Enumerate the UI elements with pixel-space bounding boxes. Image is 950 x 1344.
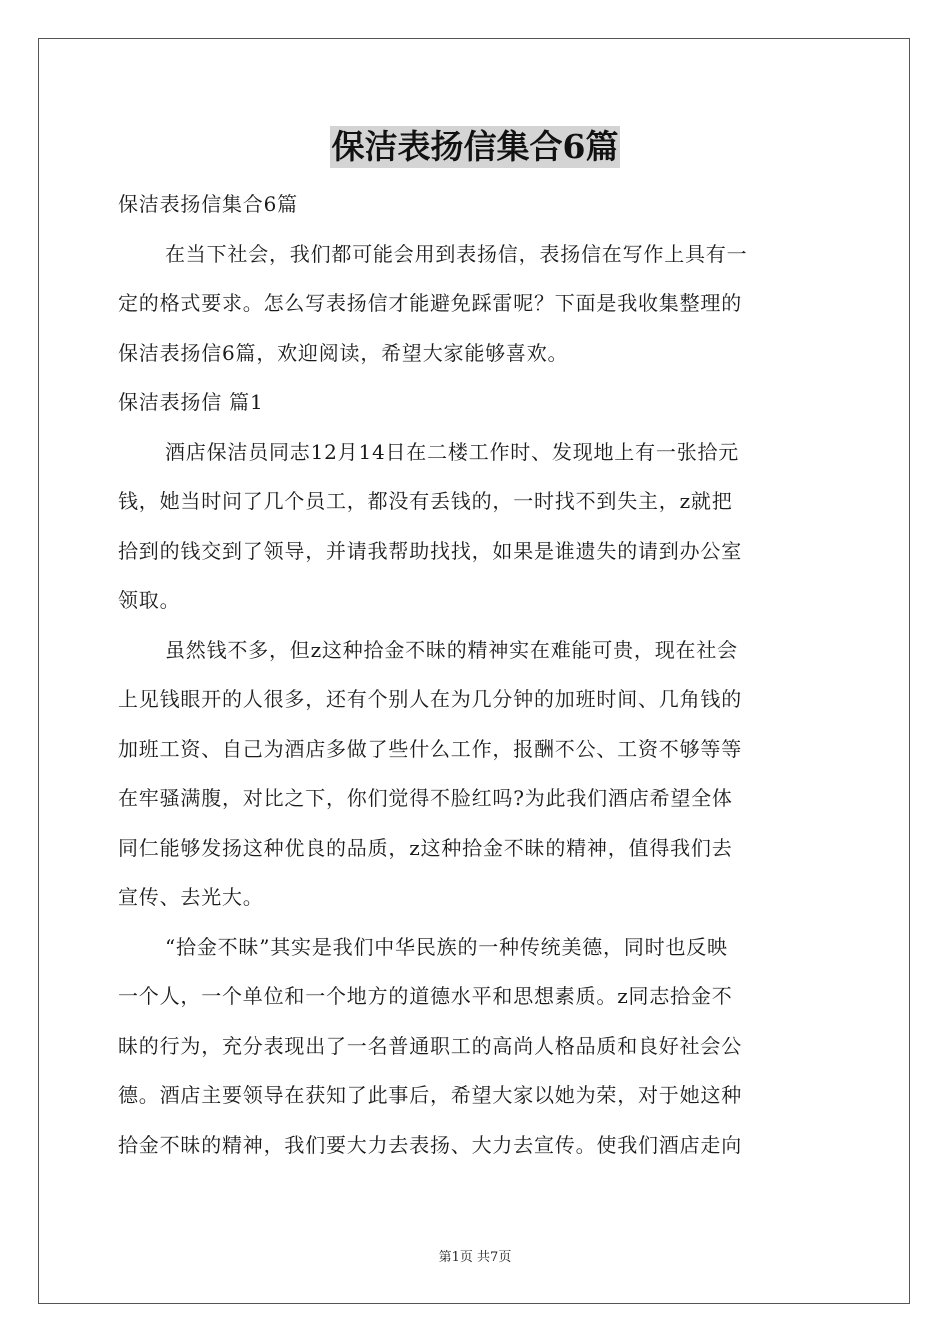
- text-line: 在当下社会，我们都可能会用到表扬信，表扬信在写作上具有一: [165, 241, 748, 266]
- text-line: 昧的行为，充分表现出了一名普通职工的高尚人格品质和良好社会公: [118, 1033, 742, 1058]
- text-line: 保洁表扬信集合6篇: [118, 192, 298, 216]
- text-line: 领取。: [118, 588, 181, 612]
- text-line: 同仁能够发扬这种优良的品质，z这种拾金不昧的精神，值得我们去: [118, 835, 733, 860]
- text-line: 一个人，一个单位和一个地方的道德水平和思想素质。z同志拾金不: [118, 984, 733, 1008]
- text-line: 保洁表扬信 篇1: [118, 390, 264, 414]
- text-line: “拾金不昧”其实是我们中华民族的一种传统美德，同时也反映: [165, 934, 728, 959]
- text-line: 加班工资、自己为酒店多做了些什么工作，报酬不公、工资不够等等: [118, 736, 742, 761]
- text-line: 在牢骚满腹，对比之下，你们觉得不脸红吗?为此我们酒店希望全体: [118, 786, 733, 810]
- text-line: 定的格式要求。怎么写表扬信才能避免踩雷呢？下面是我收集整理的: [118, 291, 742, 315]
- page-number-footer: 第1页 共7页: [438, 1250, 512, 1265]
- text-line: 拾到的钱交到了领导，并请我帮助找找，如果是谁遗失的请到办公室: [118, 538, 742, 563]
- text-line: 保洁表扬信6篇，欢迎阅读，希望大家能够喜欢。: [118, 340, 569, 365]
- text-line: 钱，她当时问了几个员工，都没有丢钱的，一时找不到失主，z就把: [118, 489, 733, 513]
- text-line: 虽然钱不多，但z这种拾金不昧的精神实在难能可贵，现在社会: [165, 637, 738, 662]
- text-line: 酒店保洁员同志12月14日在二楼工作时、发现地上有一张拾元: [165, 439, 740, 464]
- text-line: 德。酒店主要领导在获知了此事后，希望大家以她为荣，对于她这种: [118, 1083, 742, 1107]
- text-line: 宣传、去光大。: [118, 885, 264, 909]
- document-title: 保洁表扬信集合6篇: [331, 127, 619, 166]
- text-line: 拾金不昧的精神，我们要大力去表扬、大力去宣传。使我们酒店走向: [118, 1132, 742, 1157]
- document-body: [118, 180, 838, 1170]
- title-container: [0, 126, 950, 168]
- text-line: 上见钱眼开的人很多，还有个别人在为几分钟的加班时间、几角钱的: [118, 687, 742, 711]
